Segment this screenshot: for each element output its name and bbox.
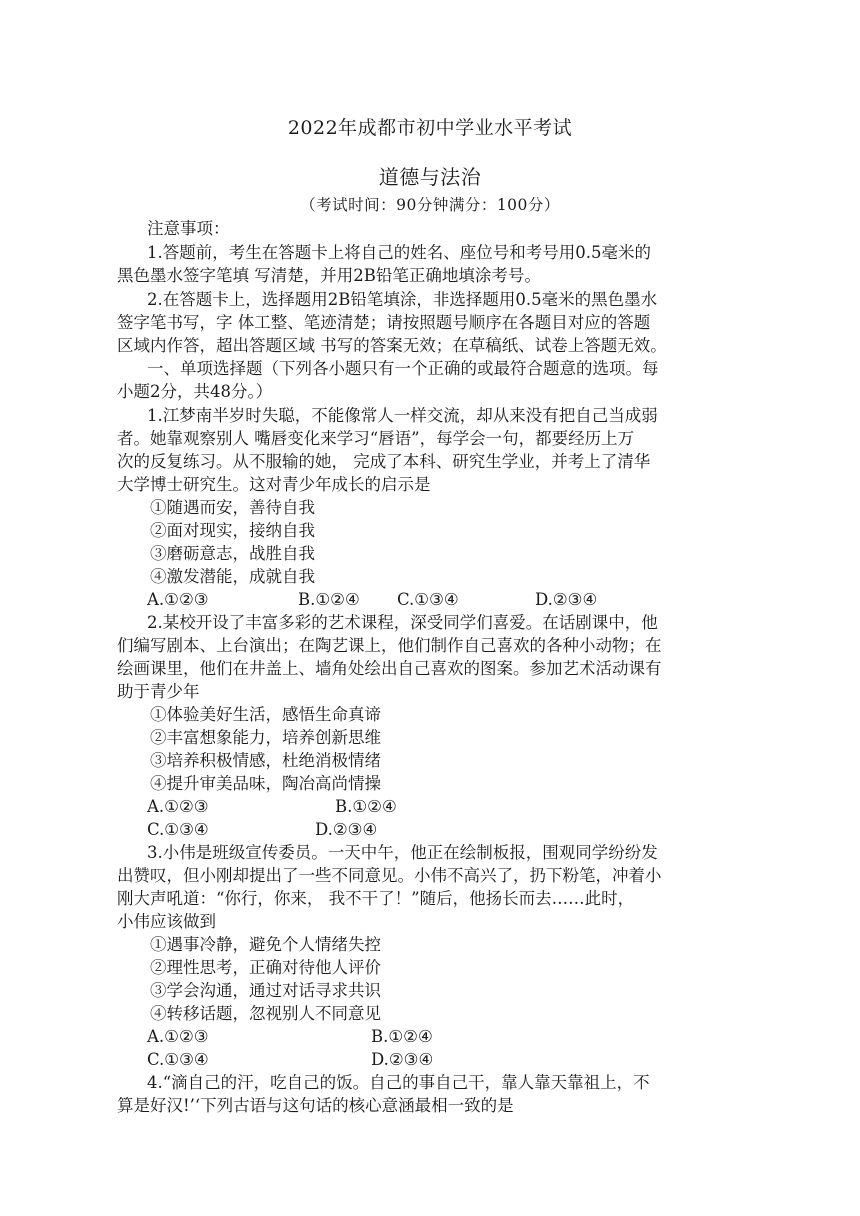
q2-option-b: B.①②④ xyxy=(335,797,397,816)
q3-option-c: C.①③④ xyxy=(147,1050,209,1069)
section-heading-line-1: 一、单项选择题（下列各小题只有一个正确的或最符合题意的选项。每 xyxy=(147,359,659,378)
note-2-line-2: 签字笔书写，字 体工整、笔迹清楚；请按照题号顺序在各题目对应的答题 xyxy=(117,313,651,332)
notes-heading: 注意事项： xyxy=(147,219,230,238)
q3-item-2: ②理性思考，正确对待他人评价 xyxy=(150,958,381,977)
q3-option-d: D.②③④ xyxy=(371,1050,434,1069)
q2-item-2: ②丰富想象能力，培养创新思维 xyxy=(150,728,381,747)
q2-option-a: A.①②③ xyxy=(147,797,209,816)
note-2-line-1: 2.在答题卡上，选择题用2B铅笔填涂，非选择题用0.5毫米的黑色墨水 xyxy=(147,290,658,309)
q2-item-3: ③培养积极情感，杜绝消极情绪 xyxy=(150,751,381,770)
q2-line-1: 2.某校开设了丰富多彩的艺术课程，深受同学们喜爱。在话剧课中，他 xyxy=(147,613,658,632)
q4-line-2: 算是好汉!’‘下列古语与这句话的核心意涵最相一致的是 xyxy=(117,1096,514,1115)
q1-item-3: ③磨砺意志，战胜自我 xyxy=(150,544,315,563)
q3-line-2: 出赞叹，但小刚却提出了一些不同意见。小伟不高兴了，扔下粉笔，冲着小 xyxy=(117,866,662,885)
q3-item-4: ④转移话题，忽视别人不同意见 xyxy=(150,1004,381,1023)
q1-option-d: D.②③④ xyxy=(535,590,598,609)
q2-item-1: ①体验美好生活，感悟生命真谛 xyxy=(150,705,381,724)
exam-title: 2022年成都市初中学业水平考试 xyxy=(287,117,573,139)
note-2-line-3: 区域内作答，超出答题区域 书写的答案无效；在草稿纸、试卷上答题无效。 xyxy=(117,336,667,355)
q3-line-4: 小伟应该做到 xyxy=(117,912,216,931)
q3-option-a: A.①②③ xyxy=(147,1027,209,1046)
q3-line-1: 3.小伟是班级宣传委员。一天中午，他正在绘制板报，围观同学纷纷发 xyxy=(147,843,658,862)
q4-line-1: 4.“滴自己的汗，吃自己的饭。自己的事自己干，靠人靠天靠祖上，不 xyxy=(147,1073,650,1092)
q1-option-a: A.①②③ xyxy=(147,590,209,609)
q3-option-b: B.①②④ xyxy=(371,1027,433,1046)
q1-option-c: C.①③④ xyxy=(397,590,459,609)
q2-line-2: 们编写剧本、上台演出；在陶艺课上，他们制作自己喜欢的各种小动物；在 xyxy=(117,636,662,655)
q1-option-b: B.①②④ xyxy=(298,590,360,609)
q1-item-4: ④激发潜能，成就自我 xyxy=(150,567,315,586)
q3-line-3: 刚大声吼道：“你行，你来， 我不干了！”随后，他扬长而去……此时， xyxy=(117,889,635,908)
q3-item-3: ③学会沟通，通过对话寻求共识 xyxy=(150,981,381,1000)
q1-item-1: ①随遇而安，善待自我 xyxy=(150,498,315,517)
q2-line-3: 绘画课里，他们在井盖上、墙角处绘出自己喜欢的图案。参加艺术活动课有 xyxy=(117,659,662,678)
q1-line-4: 大学博士研究生。这对青少年成长的启示是 xyxy=(117,475,431,494)
q3-item-1: ①遇事冷静，避免个人情绪失控 xyxy=(150,935,381,954)
q2-line-4: 助于青少年 xyxy=(117,682,200,701)
q2-option-d: D.②③④ xyxy=(315,820,378,839)
q1-item-2: ②面对现实，接纳自我 xyxy=(150,521,315,540)
subject-title: 道德与法治 xyxy=(378,165,482,189)
q1-line-3: 次的反复练习。从不服输的她， 完成了本科、研究生学业，并考上了清华 xyxy=(117,452,651,471)
section-heading-line-2: 小题2分，共48分。） xyxy=(117,382,273,401)
note-1-line-1: 1.答题前，考生在答题卡上将自己的姓名、座位号和考号用0.5毫米的 xyxy=(147,243,651,262)
q2-option-c: C.①③④ xyxy=(147,820,209,839)
exam-info: （考试时间：90分钟满分：100分） xyxy=(300,196,560,214)
note-1-line-2: 黑色墨水签字笔填 写清楚，并用2B铅笔正确地填涂考号。 xyxy=(117,266,541,285)
q1-line-2: 者。她靠观察别人 嘴唇变化来学习“唇语”，每学会一句，都要经历上万 xyxy=(117,429,635,448)
q1-line-1: 1.江梦南半岁时失聪，不能像常人一样交流，却从来没有把自己当成弱 xyxy=(147,406,658,425)
q2-item-4: ④提升审美品味，陶冶高尚情操 xyxy=(150,774,381,793)
